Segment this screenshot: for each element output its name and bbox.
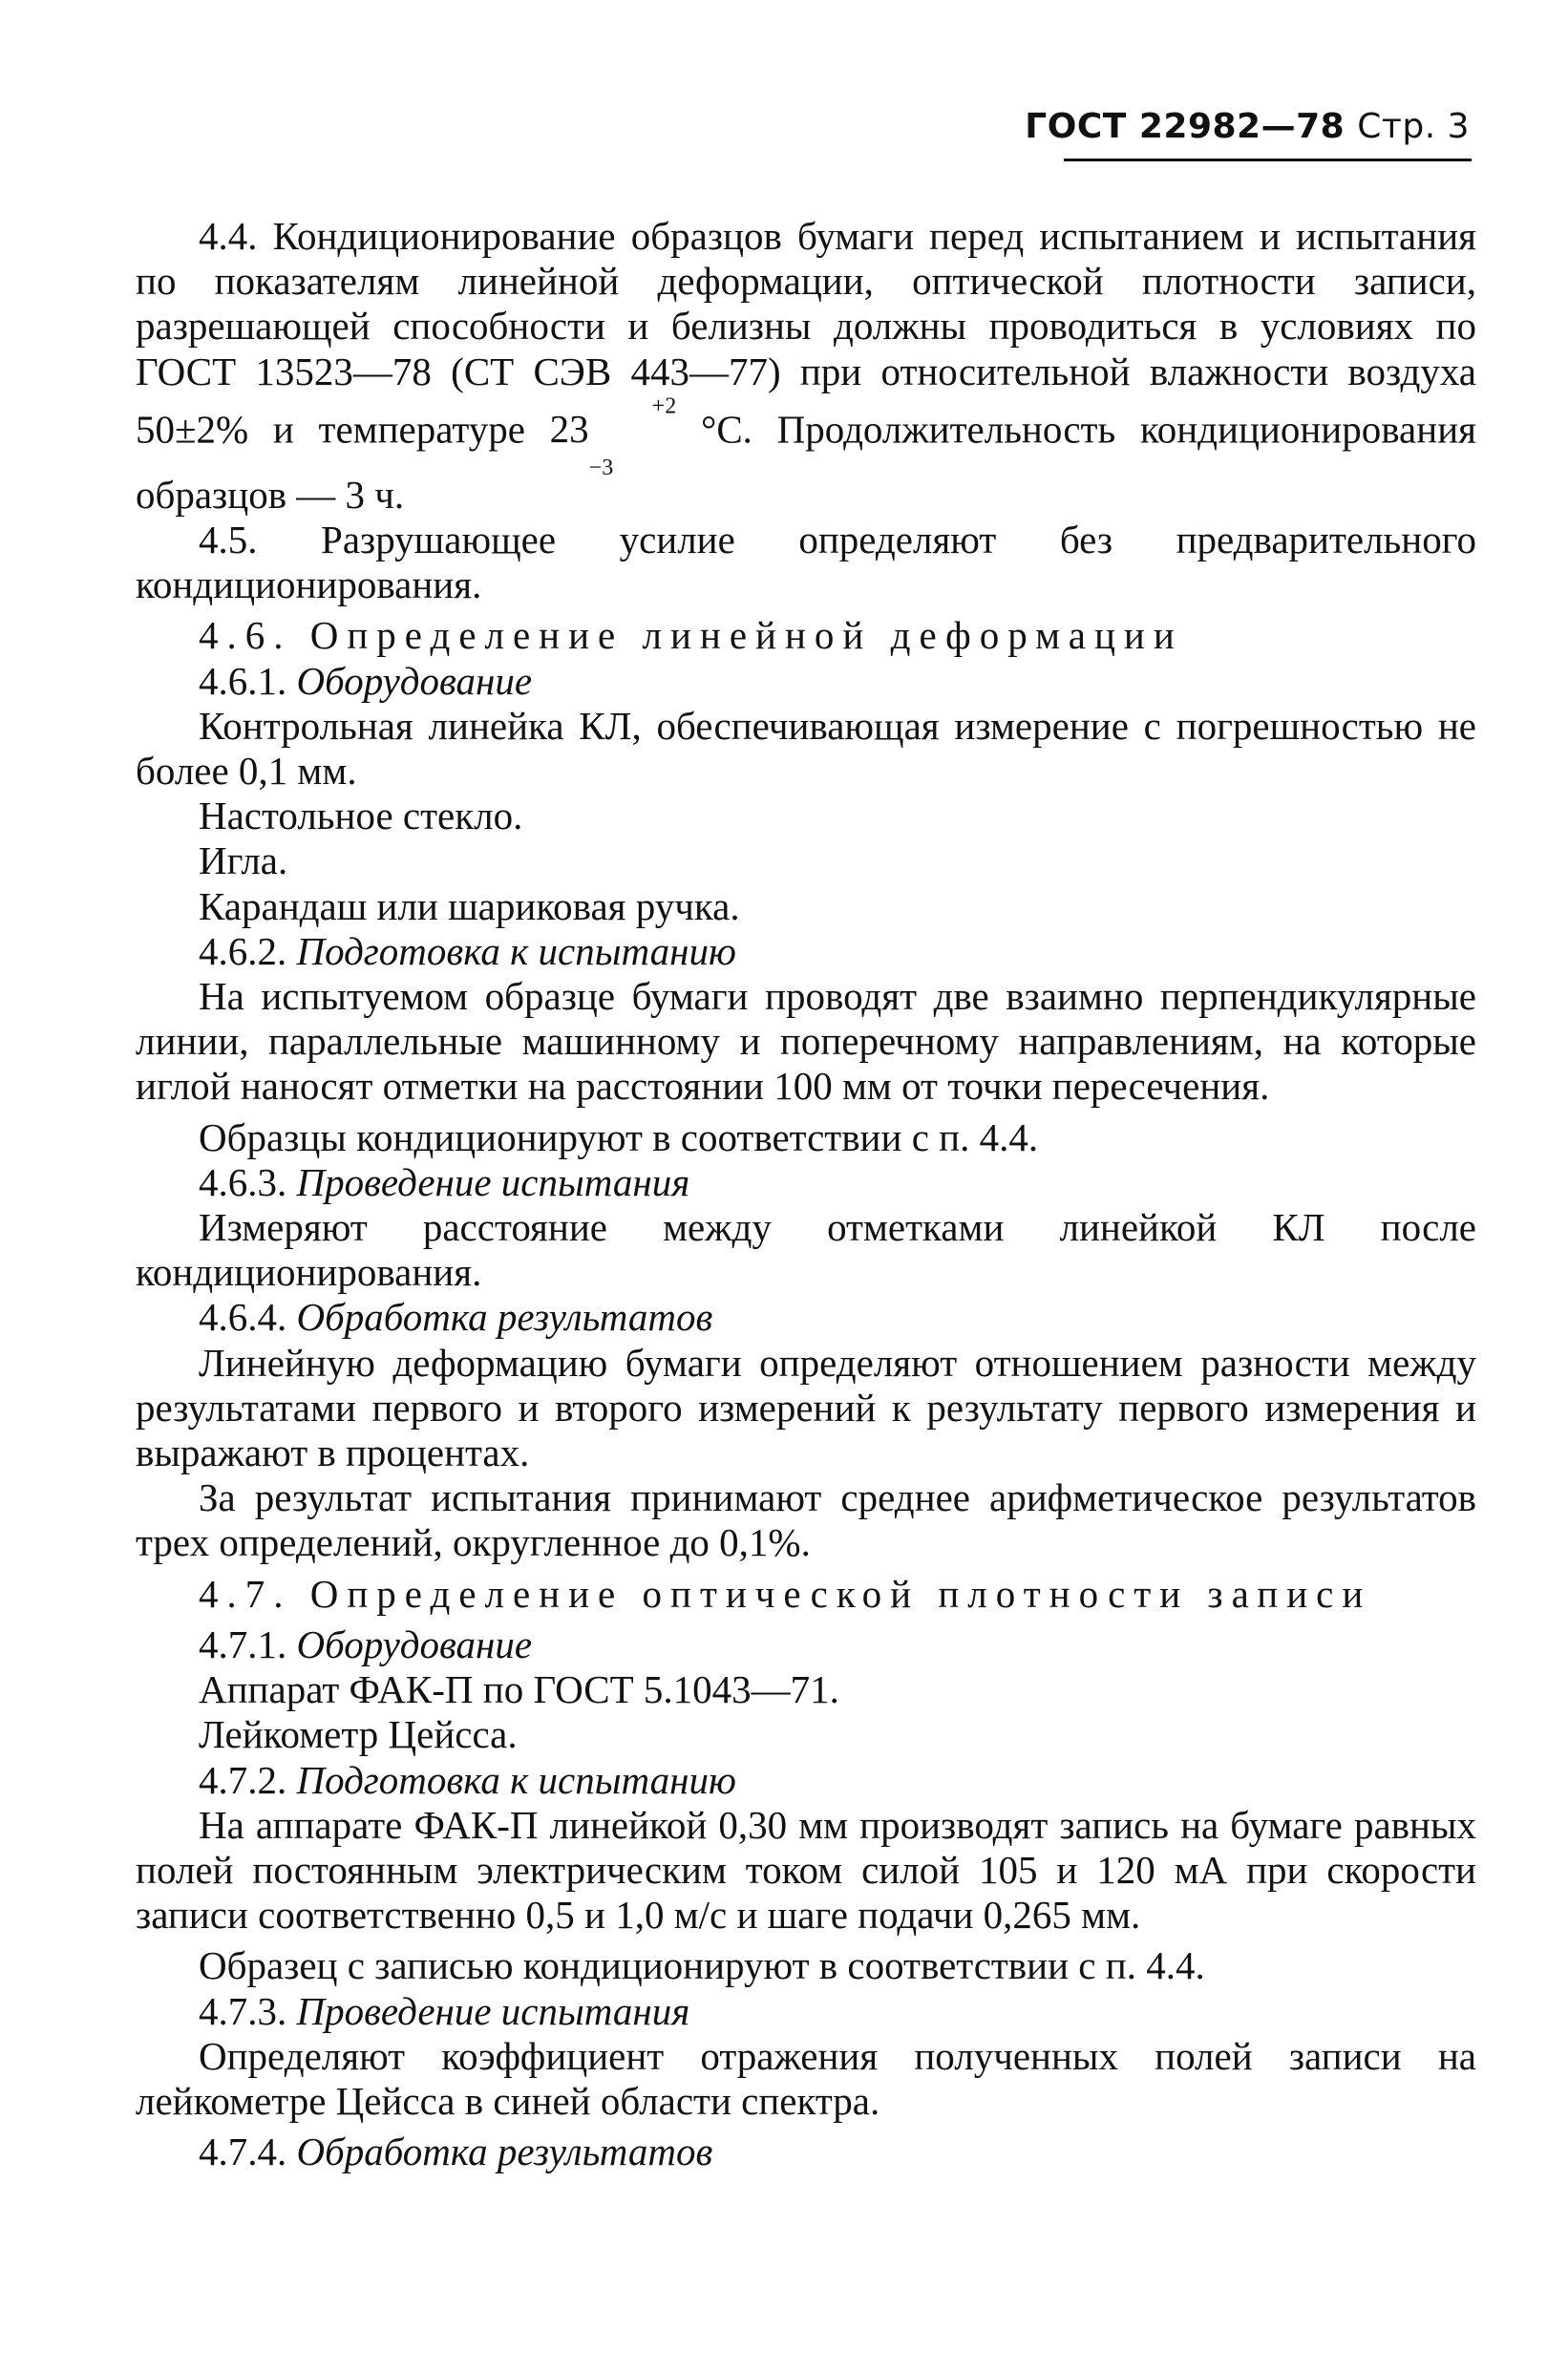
paragraph: Линейную деформацию бумаги определяют отношением разности между результатами первого и второго измерений к результату первого измерения и выражают в процентах. — [136, 1340, 1476, 1475]
equipment-item: Лейкометр Цейсса. — [199, 1712, 518, 1757]
paragraph: За результат испытания принимают среднее арифметическое результатов трех определений, округленное до 0,1%. — [136, 1475, 1476, 1565]
temperature-tolerance: $^{+2}$ $_{-3}$ — [588, 393, 677, 480]
temperature-value: $23^{+2}$ $_{-3}$ — [549, 393, 677, 480]
clause-4-7-3-heading: 4.7.3. Проведение испытания — [199, 1988, 690, 2033]
equipment-item: Игла. — [199, 838, 288, 883]
equipment-item: Аппарат ФАК-П по ГОСТ 5.1043—71. — [199, 1667, 839, 1712]
clause-4-5: 4.5. Разрушающее усилие определяют без предварительного кондиционирования. — [136, 518, 1476, 607]
section-4-7-heading: 4.7. Определение оптической плотности записи — [199, 1571, 1372, 1616]
equipment-item: Настольное стекло. — [199, 794, 523, 838]
clause-4-6-2-heading: 4.6.2. Подготовка к испытанию — [199, 928, 736, 973]
header-rule — [1064, 159, 1472, 161]
paragraph: На аппарате ФАК-П линейкой 0,30 мм производят запись на бумаге равных полей постоянным электрическим током силой 105 и 120 мА при скорости записи соответственно 0,5 и 1,0 м/с и шаге подачи 0,265 мм. — [136, 1802, 1476, 1938]
paragraph: Определяют коэффициент отражения полученных полей записи на лейкометре Цейсса в синей области спектра. — [136, 2033, 1476, 2123]
equipment-item: Карандаш или шариковая ручка. — [199, 883, 740, 928]
document-body — [136, 214, 1476, 2174]
clause-4-4: 4.4. Кондиционирование образцов бумаги перед испытанием и испытания по показателям линейной деформации, оптической плотности записи, разрешающей способности и белизны должны проводиться в условиях по ГОСТ 13523—78 (СТ СЭВ 443—77) при относительной влажности воздуха 50±2% и температуре $23^{+2}$ $_{-3}$ °С. Продолжительность кондиционирования образцов — 3 ч. — [136, 214, 1476, 517]
paragraph: Образцы кондиционируют в соответствии с п. 4.4. — [199, 1114, 1039, 1159]
clause-4-6-3-heading: 4.6.3. Проведение испытания — [199, 1159, 690, 1204]
clause-4-7-2-heading: 4.7.2. Подготовка к испытанию — [199, 1757, 736, 1802]
running-header — [1025, 107, 1470, 146]
paragraph: Образец с записью кондиционируют в соответствии с п. 4.4. — [199, 1943, 1205, 1988]
clause-4-7-4-heading: 4.7.4. Обработка результатов — [199, 2130, 713, 2174]
paragraph: Измеряют расстояние между отметками линейкой КЛ после кондиционирования. — [136, 1205, 1476, 1295]
clause-4-6-4-heading: 4.6.4. Обработка результатов — [199, 1295, 713, 1340]
paragraph: На испытуемом образце бумаги проводят две взаимно перпендикулярные линии, параллельные машинному и поперечному направлениям, на которые иглой наносят отметки на расстоянии 100 мм от точки пересечения. — [136, 974, 1476, 1109]
clause-4-7-1-heading: 4.7.1. Оборудование — [199, 1622, 533, 1666]
equipment-item: Контрольная линейка КЛ, обеспечивающая измерение с погрешностью не более 0,1 мм. — [136, 703, 1476, 794]
section-4-6-heading: 4.6. Определение линейной деформации — [199, 613, 1183, 658]
standard-id: ГОСТ 22982—78 — [1025, 107, 1346, 146]
clause-4-6-1-heading: 4.6.1. Оборудование — [199, 658, 533, 703]
page-number: Стр. 3 — [1357, 107, 1470, 146]
